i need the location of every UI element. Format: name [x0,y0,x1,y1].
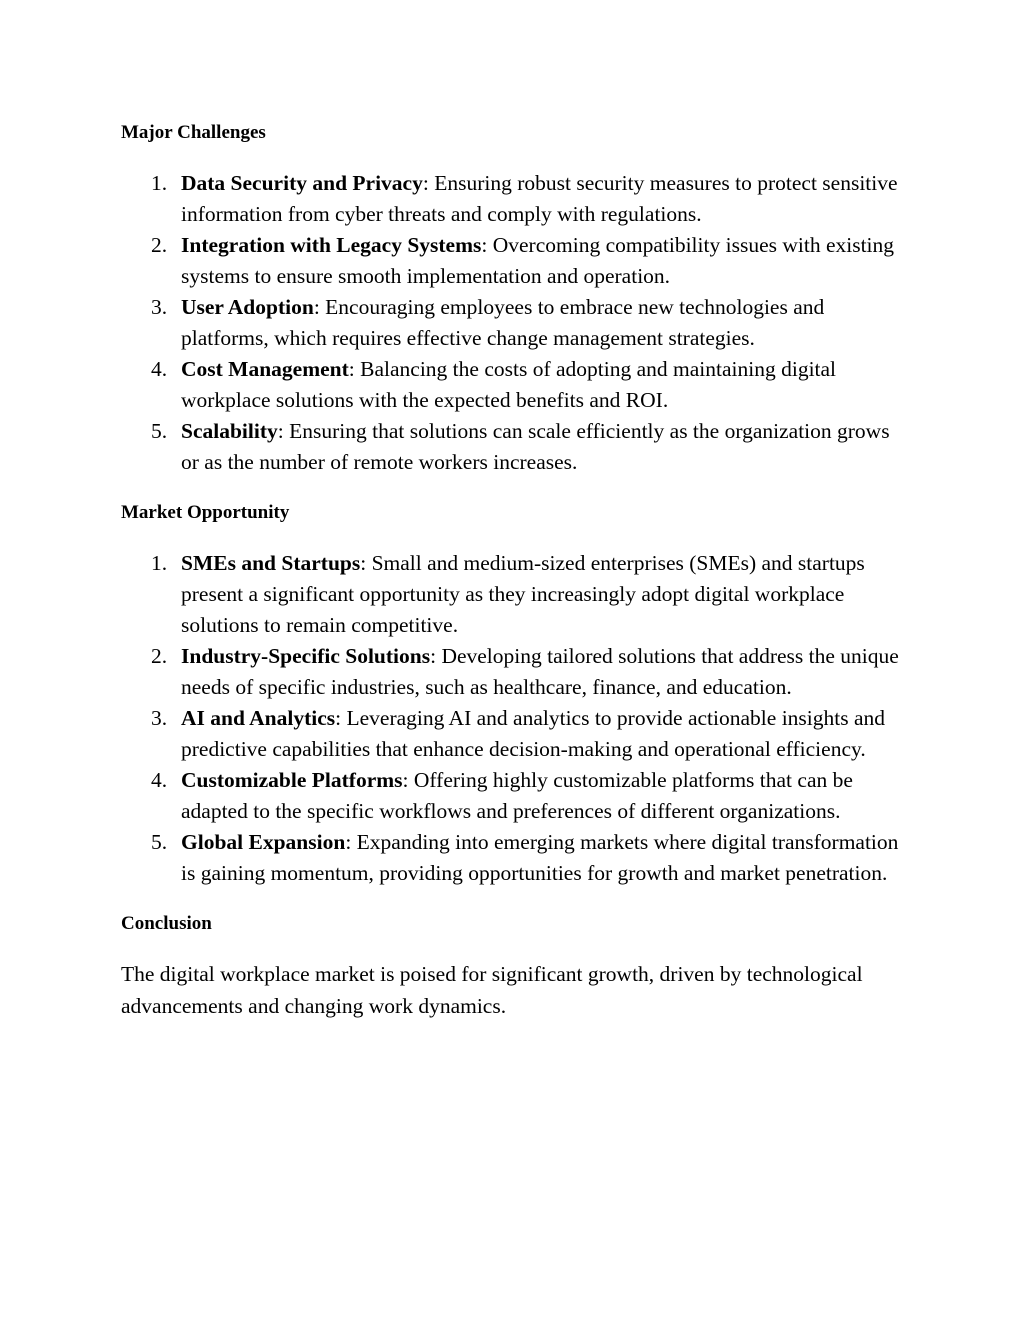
list-description: : Leveraging AI and analytics to provide actionable insights and predictive capabilities that enhance decision-making and operational efficiency. [181,706,886,761]
list-term: AI and Analytics [181,706,336,730]
list-term: Customizable Platforms [181,768,403,792]
challenges-list [121,168,911,478]
list-number: 4. [151,357,168,381]
list-term: Cost Management [181,357,349,381]
list-description: : Ensuring robust security measures to protect sensitive information from cyber threats and comply with regulations. [181,171,898,226]
list-description: : Offering highly customizable platforms that can be adapted to the specific workflows and preferences of different organizations. [181,768,853,823]
list-item [121,548,911,641]
list-number: 1. [151,171,168,195]
list-item [121,292,911,354]
conclusion-paragraph: The digital workplace market is poised for significant growth, driven by technological advancements and changing work dynamics. [121,962,863,1018]
opportunity-list [121,548,911,889]
list-term: User Adoption [181,295,314,319]
list-term: Integration with Legacy Systems [181,233,482,257]
list-number: 2. [151,644,168,668]
list-term: Global Expansion [181,830,346,854]
heading-market-opportunity: Market Opportunity [121,502,290,523]
list-item [121,703,911,765]
list-item [121,641,911,703]
list-item [121,827,911,889]
list-description: : Balancing the costs of adopting and maintaining digital workplace solutions with the expected benefits and ROI. [181,357,837,412]
list-number: 5. [151,419,168,443]
heading-conclusion: Conclusion [121,913,212,934]
list-term: Industry-Specific Solutions [181,644,431,668]
list-term: SMEs and Startups [181,551,361,575]
list-description: : Developing tailored solutions that address the unique needs of specific industries, such as healthcare, finance, and education. [181,644,899,699]
list-number: 1. [151,551,168,575]
list-description: : Encouraging employees to embrace new technologies and platforms, which requires effective change management strategies. [181,295,825,350]
list-term: Data Security and Privacy [181,171,423,195]
list-number: 5. [151,830,168,854]
list-number: 2. [151,233,168,257]
heading-major-challenges: Major Challenges [121,122,266,143]
list-item [121,168,911,230]
list-item [121,230,911,292]
list-number: 3. [151,295,168,319]
list-description: : Ensuring that solutions can scale efficiently as the organization grows or as the number of remote workers increases. [181,419,890,474]
document-page [121,118,911,1022]
list-description: : Expanding into emerging markets where digital transformation is gaining momentum, providing opportunities for growth and market penetration. [181,830,899,885]
list-item [121,354,911,416]
list-description: : Overcoming compatibility issues with existing systems to ensure smooth implementation and operation. [181,233,895,288]
list-item [121,416,911,478]
list-number: 3. [151,706,168,730]
list-description: : Small and medium-sized enterprises (SMEs) and startups present a significant opportunity as they increasingly adopt digital workplace solutions to remain competitive. [181,551,865,637]
list-item [121,765,911,827]
list-term: Scalability [181,419,278,443]
list-number: 4. [151,768,168,792]
